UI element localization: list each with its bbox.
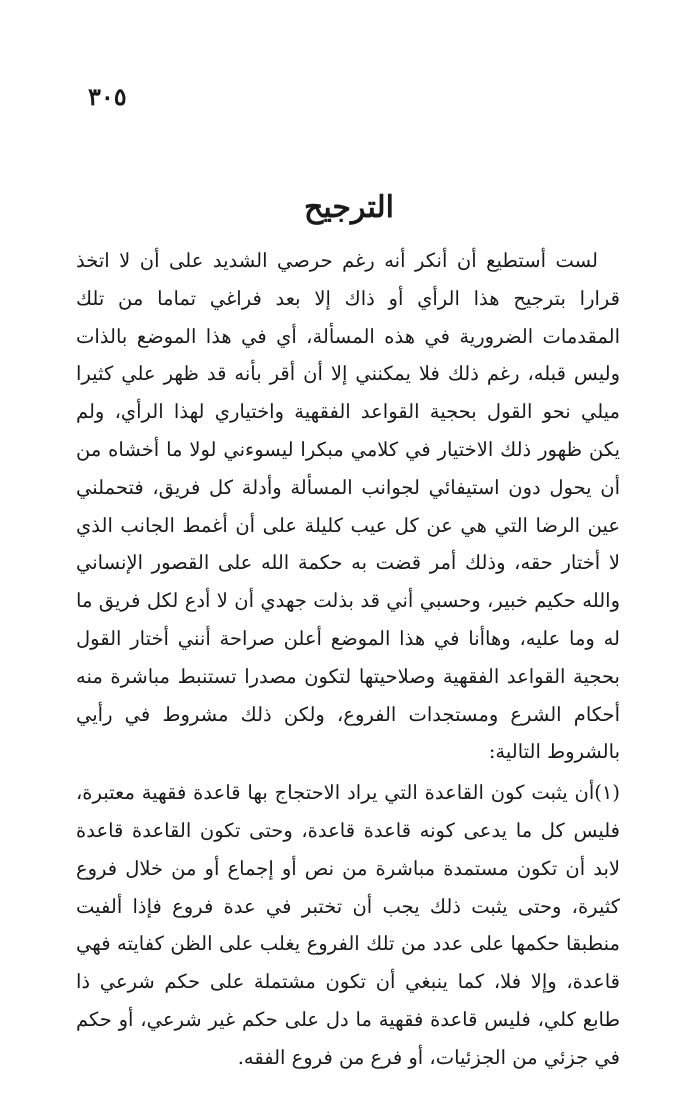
page-number: ٣٠٥ xyxy=(88,82,127,111)
paragraph-intro: لست أستطيع أن أنكر أنه رغم حرصي الشديد على أن لا اتخذ قرارا بترجيح هذا الرأي أو ذاك إلا بعد فراغي تماما من تلك المقدمات الضرورية في هذه المسألة، أي في هذا الموضع بالذات وليس قبله، رغم ذلك فلا يمكنني إلا أن أقر بأنه قد ظهر علي كثيرا ميلي نحو القول بحجية القواعد الفقهية واختياري لهذا الرأي، ولم يكن ظهور ذلك الاختيار في كلامي مبكرا ليسوءني لولا ما أخشاه من أن يحول دون استيفائي لجوانب المسألة وأدلة كل فريق، فتحملني عين الرضا التي هي عن كل عيب كليلة على أن أغمط الجانب الذي لا أختار حقه، وذلك أمر قضت به حكمة الله على القصور الإنساني والله حكيم خبير، وحسبي أني قد بذلت جهدي أن لا أدع لكل فريق ما له وما عليه، وهاأنا في هذا الموضع أعلن صراحة أنني أختار القول بحجية القواعد الفقهية وصلاحيتها لتكون مصدرا تستنبط مباشرة منه أحكام الشرع ومستجدات الفروع، ولكن ذلك مشروط في رأيي بالشروط التالية: xyxy=(76,249,620,764)
body-text xyxy=(76,242,620,1077)
section-heading: الترجيح xyxy=(303,190,395,225)
paragraph-condition-1: (١)أن يثبت كون القاعدة التي يراد الاحتجاج بها قاعدة فقهية معتبرة، فليس كل ما يدعى كونه قاعدة قاعدة، وحتى تكون القاعدة قاعدة لابد أن تكون مستمدة مباشرة من نص أو إجماع أو من خلال فروع كثيرة، وحتى يثبت ذلك يجب أن تختبر في عدة فروع فإذا ألفيت منطبقا حكمها على عدد من تلك الفروع يغلب على الظن كفايته فهي قاعدة، وإلا فلا، كما ينبغي أن تكون مشتملة على حكم شرعي ذا طابع كلي، فليس قاعدة فقهية ما دل على حكم غير شرعي، أو حكم في جزئي من الجزئيات، أو فرع من فروع الفقه. xyxy=(76,781,620,1069)
